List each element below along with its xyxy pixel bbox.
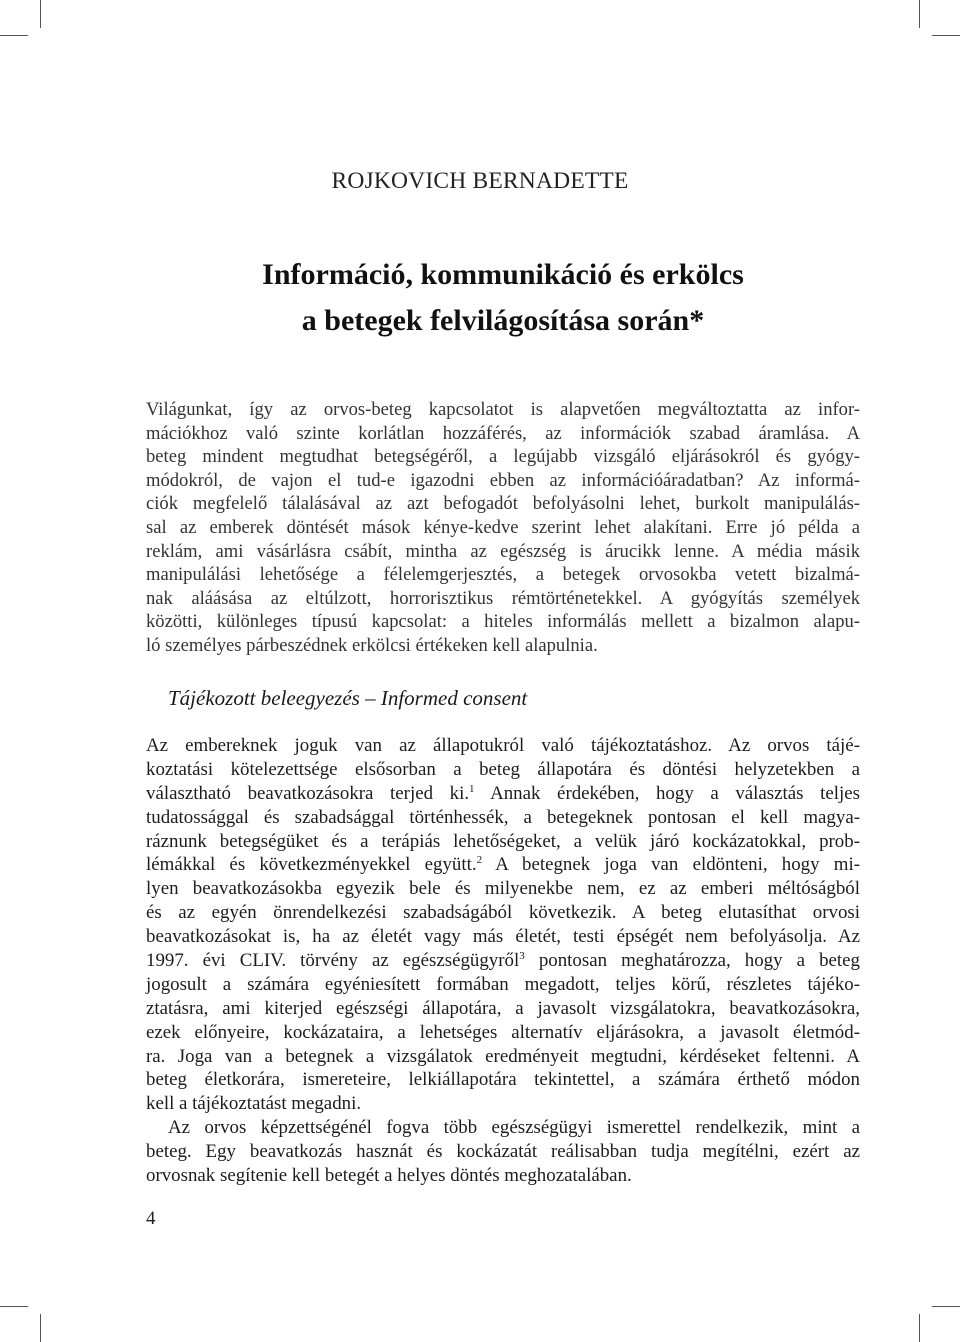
- body-paragraph: [146, 1116, 860, 1188]
- crop-mark: [40, 1314, 41, 1342]
- text-line: manipulálási lehetősége a félelemgerjesztés, a betegek orvosokba vetett bizalmá-: [146, 564, 860, 586]
- text-line: és az egyén önrendelkezési szabadságából következik. A beteg elutasíthat orvosi: [146, 902, 860, 924]
- text-line: beteg életkorára, ismereteire, lelkiállapotára tekintettel, a számára érthető módon: [146, 1069, 860, 1091]
- crop-mark: [932, 35, 960, 36]
- footnote-ref[interactable]: 1: [469, 782, 475, 795]
- text-line: nak aláásása az eltúlzott, horrorisztikus rémtörténetekkel. A gyógyítás személyek: [146, 587, 860, 609]
- page-number: 4: [146, 1208, 156, 1229]
- footnote-ref[interactable]: 3: [519, 950, 525, 963]
- text-line: módokról, de vajon el tud-e igazodni ebben az információáradatban? Az informá-: [146, 469, 860, 491]
- text-line: ráznunk betegségüket és a terápiás lehetőségeket, a velük járó kockázatokkal, prob-: [146, 830, 860, 852]
- text-fragment: választható beavatkozásokra terjed ki.: [146, 782, 470, 804]
- text-line: közötti, különleges típusú kapcsolat: a hiteles informálás mellett a bizalmon alapu-: [146, 611, 860, 633]
- text-line: kell a tájékoztatást megadni.: [146, 1093, 362, 1115]
- text-line: jogosult a számára egyéniesített formában megadott, teljes körű, részletes tájéko-: [146, 973, 860, 995]
- abstract-paragraph: [146, 398, 860, 658]
- crop-mark: [919, 1314, 920, 1342]
- text-line: sal az emberek döntését mások kénye-kedve szerint lehet alakítani. Erre jó példa a: [146, 516, 860, 538]
- text-line: mációkhoz való szinte korlátlan hozzáférés, az információk szabad áramlása. A: [146, 422, 860, 444]
- text-line: ló személyes párbeszédnek erkölcsi értékeken kell alapulnia.: [146, 634, 598, 656]
- crop-mark: [40, 0, 41, 28]
- main-body: [146, 734, 860, 1188]
- text-line: orvosnak segítenie kell betegét a helyes döntés meghozatalában.: [146, 1165, 632, 1187]
- author-name: ROJKOVICH BERNADETTE: [331, 168, 629, 194]
- crop-mark: [0, 1306, 28, 1307]
- text-line: reklám, ami vásárlásra csábít, mintha az egészség is árucikk lenne. A média másik: [146, 540, 860, 562]
- text-line: ra. Joga van a betegnek a vizsgálatok eredményeit megtudni, kérdéseket feltenni. A: [146, 1045, 860, 1067]
- text-line: [146, 853, 860, 877]
- text-fragment: lémákkal és következményekkel együtt.: [146, 854, 477, 876]
- text-line: beteg. Egy beavatkozás hasznát és kockázatát reálisabban tudja megítélni, ezért az: [146, 1141, 860, 1163]
- article-title: [146, 252, 860, 344]
- text-line: lyen beavatkozásokba egyezik bele és milyenekbe nem, ez az emberi méltóságból: [146, 878, 860, 900]
- text-line: koztatási kötelezettsége elsősorban a beteg állapotára és döntési helyzetekben a: [146, 758, 860, 780]
- text-line: tudatossággal és szabadsággal történhessék, a betegeknek pontosan el kell magya-: [146, 806, 860, 828]
- crop-mark: [932, 1306, 960, 1307]
- text-line: Az orvos képzettségénél fogva több egészségügyi ismerettel rendelkezik, mint a: [168, 1117, 860, 1139]
- title-line: a betegek felvilágosítása során*: [301, 304, 705, 337]
- text-line: Az embereknek joguk van az állapotukról való tájékoztatáshoz. Az orvos tájé-: [146, 735, 860, 756]
- text-fragment: A betegnek joga van eldönteni, hogy mi-: [482, 854, 860, 876]
- body-paragraph: [146, 734, 860, 1116]
- text-line: ezek előnyeire, kockázataira, a lehetséges alternatív eljárásokra, a javasolt életmód-: [146, 1021, 860, 1043]
- text-line: ztatásra, ami kiterjed egészségi állapotára, a javasolt vizsgálatokra, beavatkozásokra,: [146, 997, 860, 1019]
- text-line: beteg mindent megtudhat betegségéről, a legújabb vizsgáló eljárásokról és gyógy-: [146, 446, 860, 468]
- title-line: Információ, kommunikáció és erkölcs: [262, 258, 744, 291]
- crop-mark: [919, 0, 920, 28]
- section-heading: Tájékozott beleegyezés – Informed consent: [168, 686, 528, 710]
- text-line: beavatkozásokat is, ha az életét vagy más életét, testi épségét nem befolyásolja. Az: [146, 926, 860, 948]
- footnote-ref[interactable]: 2: [476, 854, 483, 867]
- text-line: ciók megfelelő tálalásával az azt befogadót befolyásolni lehet, burkolt manipulálás-: [146, 493, 860, 515]
- text-line: [146, 949, 860, 973]
- text-fragment: Annak érdekében, hogy a választás teljes: [474, 782, 860, 804]
- text-line: [146, 782, 860, 806]
- text-line: Világunkat, így az orvos-beteg kapcsolatot is alapvetően megváltoztatta az infor-: [146, 399, 860, 420]
- crop-mark: [0, 35, 28, 36]
- text-fragment: pontosan meghatározza, hogy a beteg: [524, 950, 861, 972]
- text-fragment: 1997. évi CLIV. törvény az egészségügyről: [146, 950, 520, 972]
